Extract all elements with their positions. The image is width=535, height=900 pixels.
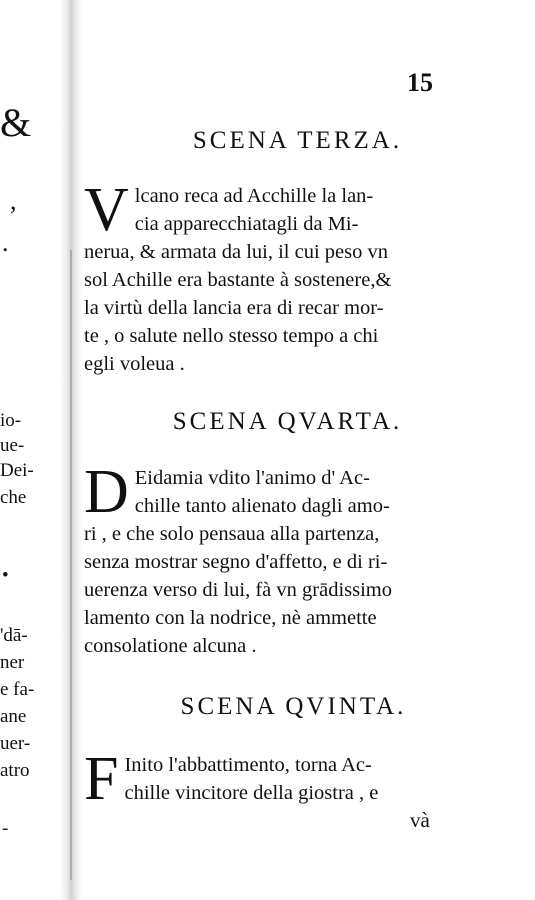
- section-paragraph: [84, 745, 460, 813]
- left-fragment: ane: [0, 706, 27, 727]
- left-fragment: ,: [10, 186, 17, 215]
- text-line: senza mostrar segno d'affetto, e di ri-: [84, 551, 388, 573]
- text-line: sol Achille era bastante à sostenere,&: [84, 269, 392, 291]
- text-line: chille vincitore della giostra , e: [124, 782, 379, 804]
- drop-cap: V: [84, 176, 129, 244]
- left-fragment: •: [2, 565, 9, 586]
- section-heading: SCENA QVARTA.: [172, 408, 403, 435]
- drop-cap: F: [84, 745, 119, 813]
- left-fragment: che: [0, 487, 27, 508]
- text-line: lamento con la nodrice, nè ammette: [84, 607, 377, 629]
- left-fragment: &: [0, 100, 32, 145]
- left-fragment: .: [2, 228, 9, 257]
- section-heading: SCENA TERZA.: [192, 127, 403, 154]
- text-line: lcano reca ad Acchille la lan-: [134, 185, 374, 207]
- left-fragment: e fa-: [0, 679, 35, 700]
- left-fragment: uer-: [0, 733, 31, 754]
- text-line: uerenza verso di lui, fà vn grādissimo: [84, 579, 392, 601]
- section-paragraph: [84, 458, 460, 660]
- text-line: Inito l'abbattimento, torna Ac-: [124, 754, 372, 776]
- left-fragment: ner: [0, 652, 25, 673]
- section-heading: SCENA QVINTA.: [180, 693, 407, 720]
- text-line: Eidamia vdito l'animo d' Ac-: [134, 467, 370, 489]
- text-line: ri , e che solo pensaua alla partenza,: [84, 523, 380, 545]
- text-line: la virtù della lancia era di recar mor-: [84, 297, 384, 319]
- gutter-shadow-line: [70, 250, 72, 880]
- text-line: egli voleua .: [84, 353, 185, 375]
- drop-cap: D: [84, 458, 129, 526]
- text-line: consolatione alcuna .: [84, 635, 257, 657]
- left-fragment: atro: [0, 760, 30, 781]
- text-line: chille tanto alienato dagli amo-: [134, 495, 390, 517]
- left-fragment: Dei-: [0, 460, 34, 481]
- text-line: cia apparecchiatagli da Mi-: [134, 213, 359, 235]
- left-fragment: io-: [0, 410, 22, 431]
- text-line: nerua, & armata da lui, il cui peso vn: [84, 241, 388, 263]
- section-paragraph: [84, 176, 460, 378]
- page-number: 15: [407, 68, 433, 97]
- catchword: và: [410, 808, 430, 832]
- left-fragment: ue-: [0, 435, 25, 456]
- left-fragment: -: [2, 818, 9, 839]
- left-fragment: 'dā-: [0, 625, 28, 646]
- text-line: te , o salute nello stesso tempo a chi: [84, 325, 379, 347]
